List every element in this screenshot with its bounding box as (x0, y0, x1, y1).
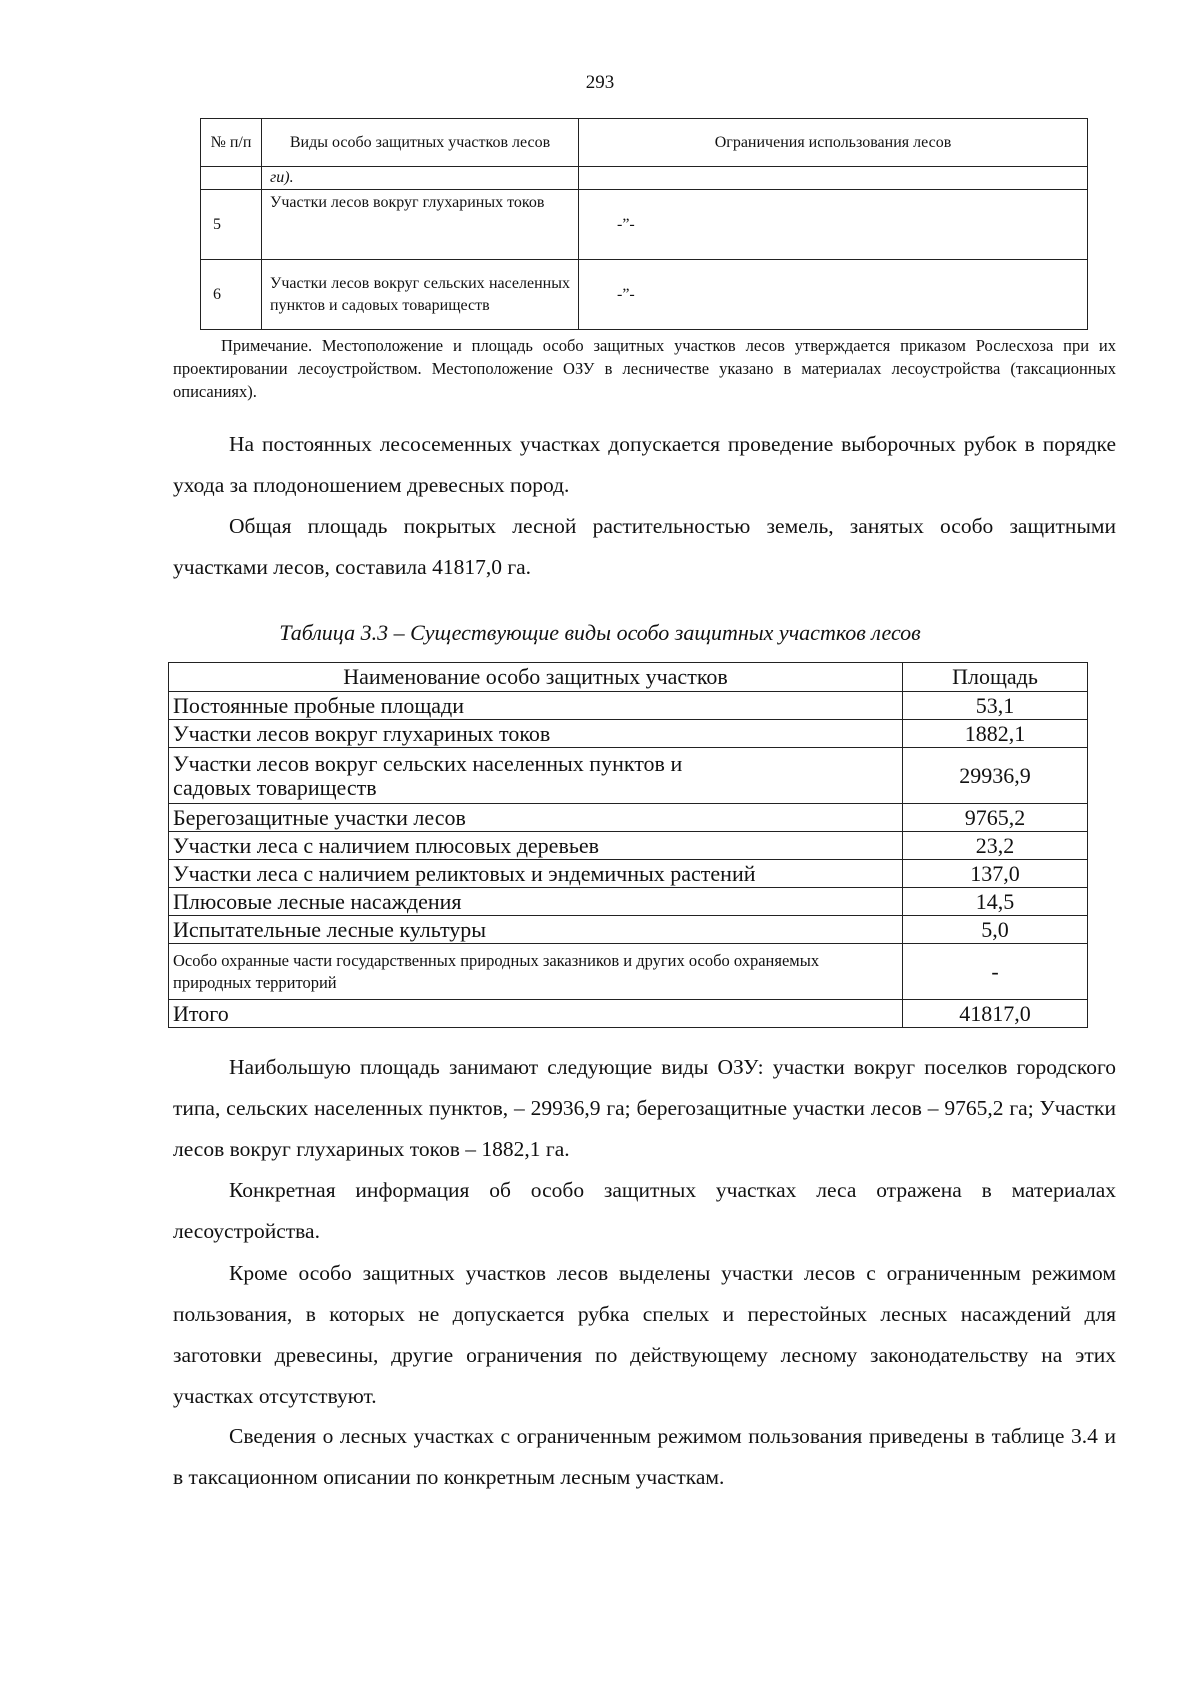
paragraph: Сведения о лесных участках с ограниченным режимом пользования приведены в таблице 3.4 и в таксационном описании по конкретным лесным участкам. (173, 1424, 1116, 1489)
table-total-row (169, 1000, 1088, 1028)
page-number: 293 (585, 72, 615, 93)
paragraph: На постоянных лесосеменных участках допускается проведение выборочных рубок в порядке ухода за плодоношением древесных пород. (173, 432, 1116, 497)
cell-num: 6 (201, 260, 262, 330)
cell-num (201, 167, 262, 190)
ozu-area-table (168, 662, 1088, 1028)
paragraph: Кроме особо защитных участков лесов выделены участки лесов с ограниченным режимом пользования, в которых не допускается рубка спелых и перестойных лесных насаждений для заготовки древесины, другие ограничения по действующему лесному законодательству на этих участках отсутствуют. (173, 1261, 1116, 1408)
cell-name: Участки леса с наличием плюсовых деревьев (169, 832, 903, 860)
paragraph: Наибольшую площадь занимают следующие виды ОЗУ: участки вокруг поселков городского типа, сельских населенных пунктов, – 29936,9 га; берегозащитные участки лесов – 9765,2 га; Участки лесов вокруг глухариных токов – 1882,1 га. (173, 1055, 1116, 1161)
cell-area: 5,0 (903, 916, 1088, 944)
cell-name: Плюсовые лесные насаждения (169, 888, 903, 916)
cell-name: Особо охранные части государственных природных заказников и других особо охраняемых природных территорий (169, 944, 903, 1000)
table-header-row (169, 663, 1088, 692)
cell-area: 29936,9 (903, 748, 1088, 804)
table-caption: Таблица 3.3 – Существующие виды особо защитных участков лесов (279, 620, 921, 645)
header-area: Площадь (903, 663, 1088, 692)
cell-name: Итого (169, 1000, 903, 1028)
cell-area: 23,2 (903, 832, 1088, 860)
table-row (201, 190, 1088, 260)
cell-limits: -”- (579, 190, 1088, 260)
header-type: Виды особо защитных участков лесов (262, 119, 579, 167)
cell-name: Испытательные лесные культуры (169, 916, 903, 944)
paragraph: Конкретная информация об особо защитных участках леса отражена в материалах лесоустройства. (173, 1178, 1116, 1243)
cell-area: - (903, 944, 1088, 1000)
cell-limits (579, 167, 1088, 190)
table-row (169, 916, 1088, 944)
header-limits: Ограничения использования лесов (579, 119, 1088, 167)
table-row (169, 692, 1088, 720)
cell-name: Участки лесов вокруг глухариных токов (169, 720, 903, 748)
table-row (169, 748, 1088, 804)
cell-name: Берегозащитные участки лесов (169, 804, 903, 832)
cell-area: 41817,0 (903, 1000, 1088, 1028)
cell-area: 1882,1 (903, 720, 1088, 748)
cell-name: Участки леса с наличием реликтовых и эндемичных растений (169, 860, 903, 888)
cell-name: Постоянные пробные площади (169, 692, 903, 720)
table-note: Примечание. Местоположение и площадь особо защитных участков лесов утверждается приказом Рослесхоза при их проектировании лесоустройством. Местоположение ОЗУ в лесничестве указано в материалах лесоустройства (таксационных описаниях). (173, 336, 1116, 401)
table-row (169, 720, 1088, 748)
table-row (169, 888, 1088, 916)
cell-type: Участки лесов вокруг глухариных токов (262, 190, 579, 260)
table-row (169, 860, 1088, 888)
table-row (201, 260, 1088, 330)
table-row (201, 167, 1088, 190)
cell-type: Участки лесов вокруг сельских населенных пунктов и садовых товариществ (262, 260, 579, 330)
cell-area: 53,1 (903, 692, 1088, 720)
cell-area: 137,0 (903, 860, 1088, 888)
table-row (169, 832, 1088, 860)
cell-limits: -”- (579, 260, 1088, 330)
cell-name: Участки лесов вокруг сельских населенных пунктов и садовых товариществ (169, 748, 903, 804)
header-name: Наименование особо защитных участков (169, 663, 903, 692)
paragraph: Общая площадь покрытых лесной растительностью земель, занятых особо защитными участками лесов, составила 41817,0 га. (173, 514, 1116, 579)
table-header-row (201, 119, 1088, 167)
header-num: № п/п (201, 119, 262, 167)
cell-area: 14,5 (903, 888, 1088, 916)
ozu-restrictions-table (200, 118, 1088, 330)
cell-num: 5 (201, 190, 262, 260)
cell-area: 9765,2 (903, 804, 1088, 832)
cell-type: ги). (262, 167, 579, 190)
table-row (169, 944, 1088, 1000)
table-row (169, 804, 1088, 832)
